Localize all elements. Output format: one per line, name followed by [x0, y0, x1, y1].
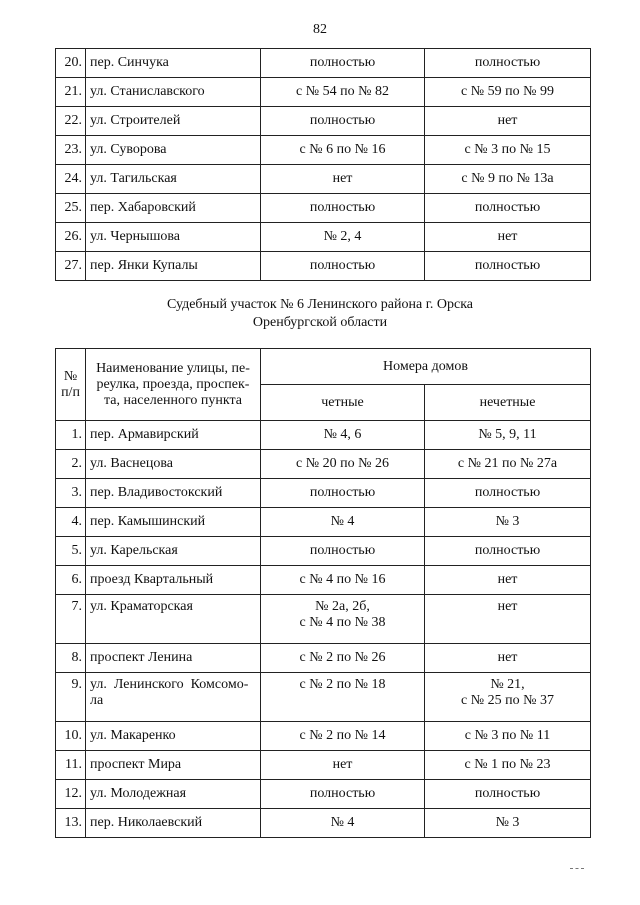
even-houses: полностью — [261, 479, 425, 508]
even-houses: полностью — [261, 194, 425, 223]
street-name: ул. Молодежная — [86, 780, 261, 809]
odd-houses: с № 9 по № 13а — [425, 165, 591, 194]
even-houses — [261, 595, 425, 644]
street-name: пер. Владивостокский — [86, 479, 261, 508]
odd-houses: полностью — [425, 252, 591, 281]
section-title — [0, 296, 640, 332]
table-row — [56, 751, 591, 780]
even-houses: с № 54 по № 82 — [261, 78, 425, 107]
street-name: пер. Синчука — [86, 49, 261, 78]
odd-houses: полностью — [425, 537, 591, 566]
row-number: 5. — [56, 537, 86, 566]
row-number: 24. — [56, 165, 86, 194]
street-name-line: ла — [90, 693, 104, 708]
table-row — [56, 165, 591, 194]
streets-table-continued — [55, 48, 591, 281]
row-number: 7. — [56, 595, 86, 644]
even-houses: нет — [261, 165, 425, 194]
odd-houses: с № 1 по № 23 — [425, 751, 591, 780]
odd-houses-line: с № 25 по № 37 — [461, 693, 554, 708]
table-row — [56, 722, 591, 751]
row-number: 23. — [56, 136, 86, 165]
row-number: 2. — [56, 450, 86, 479]
odd-houses: с № 59 по № 99 — [425, 78, 591, 107]
odd-houses: № 5, 9, 11 — [425, 421, 591, 450]
header-text: та, населенного пункта — [104, 392, 242, 408]
even-houses: полностью — [261, 252, 425, 281]
street-name: проезд Квартальный — [86, 566, 261, 595]
header-text: п/п — [61, 384, 80, 400]
number-column-header — [56, 349, 86, 421]
odd-column-header: нечетные — [425, 385, 591, 421]
row-number: 11. — [56, 751, 86, 780]
table-row — [56, 136, 591, 165]
table-header-row — [56, 349, 591, 385]
odd-houses — [425, 673, 591, 722]
page-number: 82 — [313, 22, 327, 37]
even-houses: с № 2 по № 14 — [261, 722, 425, 751]
odd-houses: с № 3 по № 11 — [425, 722, 591, 751]
street-name: ул. Краматорская — [86, 595, 261, 644]
table-row — [56, 595, 591, 644]
street-name: проспект Мира — [86, 751, 261, 780]
header-text: реулка, проезда, проспек- — [96, 376, 250, 392]
row-number: 4. — [56, 508, 86, 537]
odd-houses: нет — [425, 566, 591, 595]
header-text: № — [63, 368, 78, 384]
odd-houses: с № 3 по № 15 — [425, 136, 591, 165]
name-column-header — [86, 349, 261, 421]
row-number: 3. — [56, 479, 86, 508]
even-houses: с № 2 по № 18 — [261, 673, 425, 722]
table-row — [56, 194, 591, 223]
row-number: 21. — [56, 78, 86, 107]
section-title-line: Оренбургской области — [252, 315, 388, 330]
street-name: пер. Янки Купалы — [86, 252, 261, 281]
even-houses: № 2, 4 — [261, 223, 425, 252]
street-name: ул. Суворова — [86, 136, 261, 165]
table-row — [56, 223, 591, 252]
odd-houses: нет — [425, 107, 591, 136]
row-number: 26. — [56, 223, 86, 252]
even-houses: с № 20 по № 26 — [261, 450, 425, 479]
street-name: ул. Карельская — [86, 537, 261, 566]
odd-houses: нет — [425, 595, 591, 644]
street-name: ул. Станиславского — [86, 78, 261, 107]
even-houses: с № 6 по № 16 — [261, 136, 425, 165]
even-houses: полностью — [261, 537, 425, 566]
table-row — [56, 780, 591, 809]
row-number: 6. — [56, 566, 86, 595]
table-row — [56, 450, 591, 479]
even-houses: с № 4 по № 16 — [261, 566, 425, 595]
street-name: ул. Строителей — [86, 107, 261, 136]
row-number: 9. — [56, 673, 86, 722]
table-row — [56, 644, 591, 673]
scan-mark — [570, 868, 584, 869]
table-row — [56, 566, 591, 595]
street-name: пер. Камышинский — [86, 508, 261, 537]
table-row — [56, 508, 591, 537]
street-name: ул. Васнецова — [86, 450, 261, 479]
table-row — [56, 537, 591, 566]
table-row — [56, 673, 591, 722]
street-name: пер. Армавирский — [86, 421, 261, 450]
street-name: пер. Николаевский — [86, 809, 261, 838]
odd-houses: нет — [425, 644, 591, 673]
even-houses: полностью — [261, 107, 425, 136]
odd-houses-line: № 21, — [490, 677, 525, 692]
street-name: ул. Чернышова — [86, 223, 261, 252]
row-number: 13. — [56, 809, 86, 838]
row-number: 22. — [56, 107, 86, 136]
header-text: Наименование улицы, пе- — [96, 360, 250, 376]
row-number: 27. — [56, 252, 86, 281]
street-name: проспект Ленина — [86, 644, 261, 673]
odd-houses: с № 21 по № 27а — [425, 450, 591, 479]
street-name: пер. Хабаровский — [86, 194, 261, 223]
table-row — [56, 809, 591, 838]
streets-table-section-6 — [55, 348, 591, 838]
odd-houses: № 3 — [425, 508, 591, 537]
even-houses: № 4 — [261, 508, 425, 537]
odd-houses: нет — [425, 223, 591, 252]
table-row — [56, 107, 591, 136]
table-row — [56, 78, 591, 107]
odd-houses: полностью — [425, 780, 591, 809]
table-row — [56, 252, 591, 281]
even-houses-line: с № 4 по № 38 — [299, 615, 386, 630]
even-houses: нет — [261, 751, 425, 780]
even-houses: полностью — [261, 49, 425, 78]
odd-houses: полностью — [425, 479, 591, 508]
section-title-line: Судебный участок № 6 Ленинского района г. Орска — [166, 297, 473, 312]
row-number: 25. — [56, 194, 86, 223]
even-houses: № 4, 6 — [261, 421, 425, 450]
row-number: 10. — [56, 722, 86, 751]
even-houses: полностью — [261, 780, 425, 809]
even-houses-line: № 2а, 2б, — [315, 599, 370, 614]
row-number: 8. — [56, 644, 86, 673]
row-number: 1. — [56, 421, 86, 450]
odd-houses: полностью — [425, 49, 591, 78]
row-number: 12. — [56, 780, 86, 809]
odd-houses: полностью — [425, 194, 591, 223]
street-name: ул. Макаренко — [86, 722, 261, 751]
street-name: ул. Тагильская — [86, 165, 261, 194]
table-row — [56, 421, 591, 450]
street-name-line: ул. Ленинского Комсомо- — [90, 677, 249, 692]
odd-houses: № 3 — [425, 809, 591, 838]
table-row — [56, 49, 591, 78]
table-row — [56, 479, 591, 508]
houses-column-header: Номера домов — [261, 349, 591, 385]
street-name — [86, 673, 261, 722]
even-houses: с № 2 по № 26 — [261, 644, 425, 673]
row-number: 20. — [56, 49, 86, 78]
even-houses: № 4 — [261, 809, 425, 838]
even-column-header: четные — [261, 385, 425, 421]
